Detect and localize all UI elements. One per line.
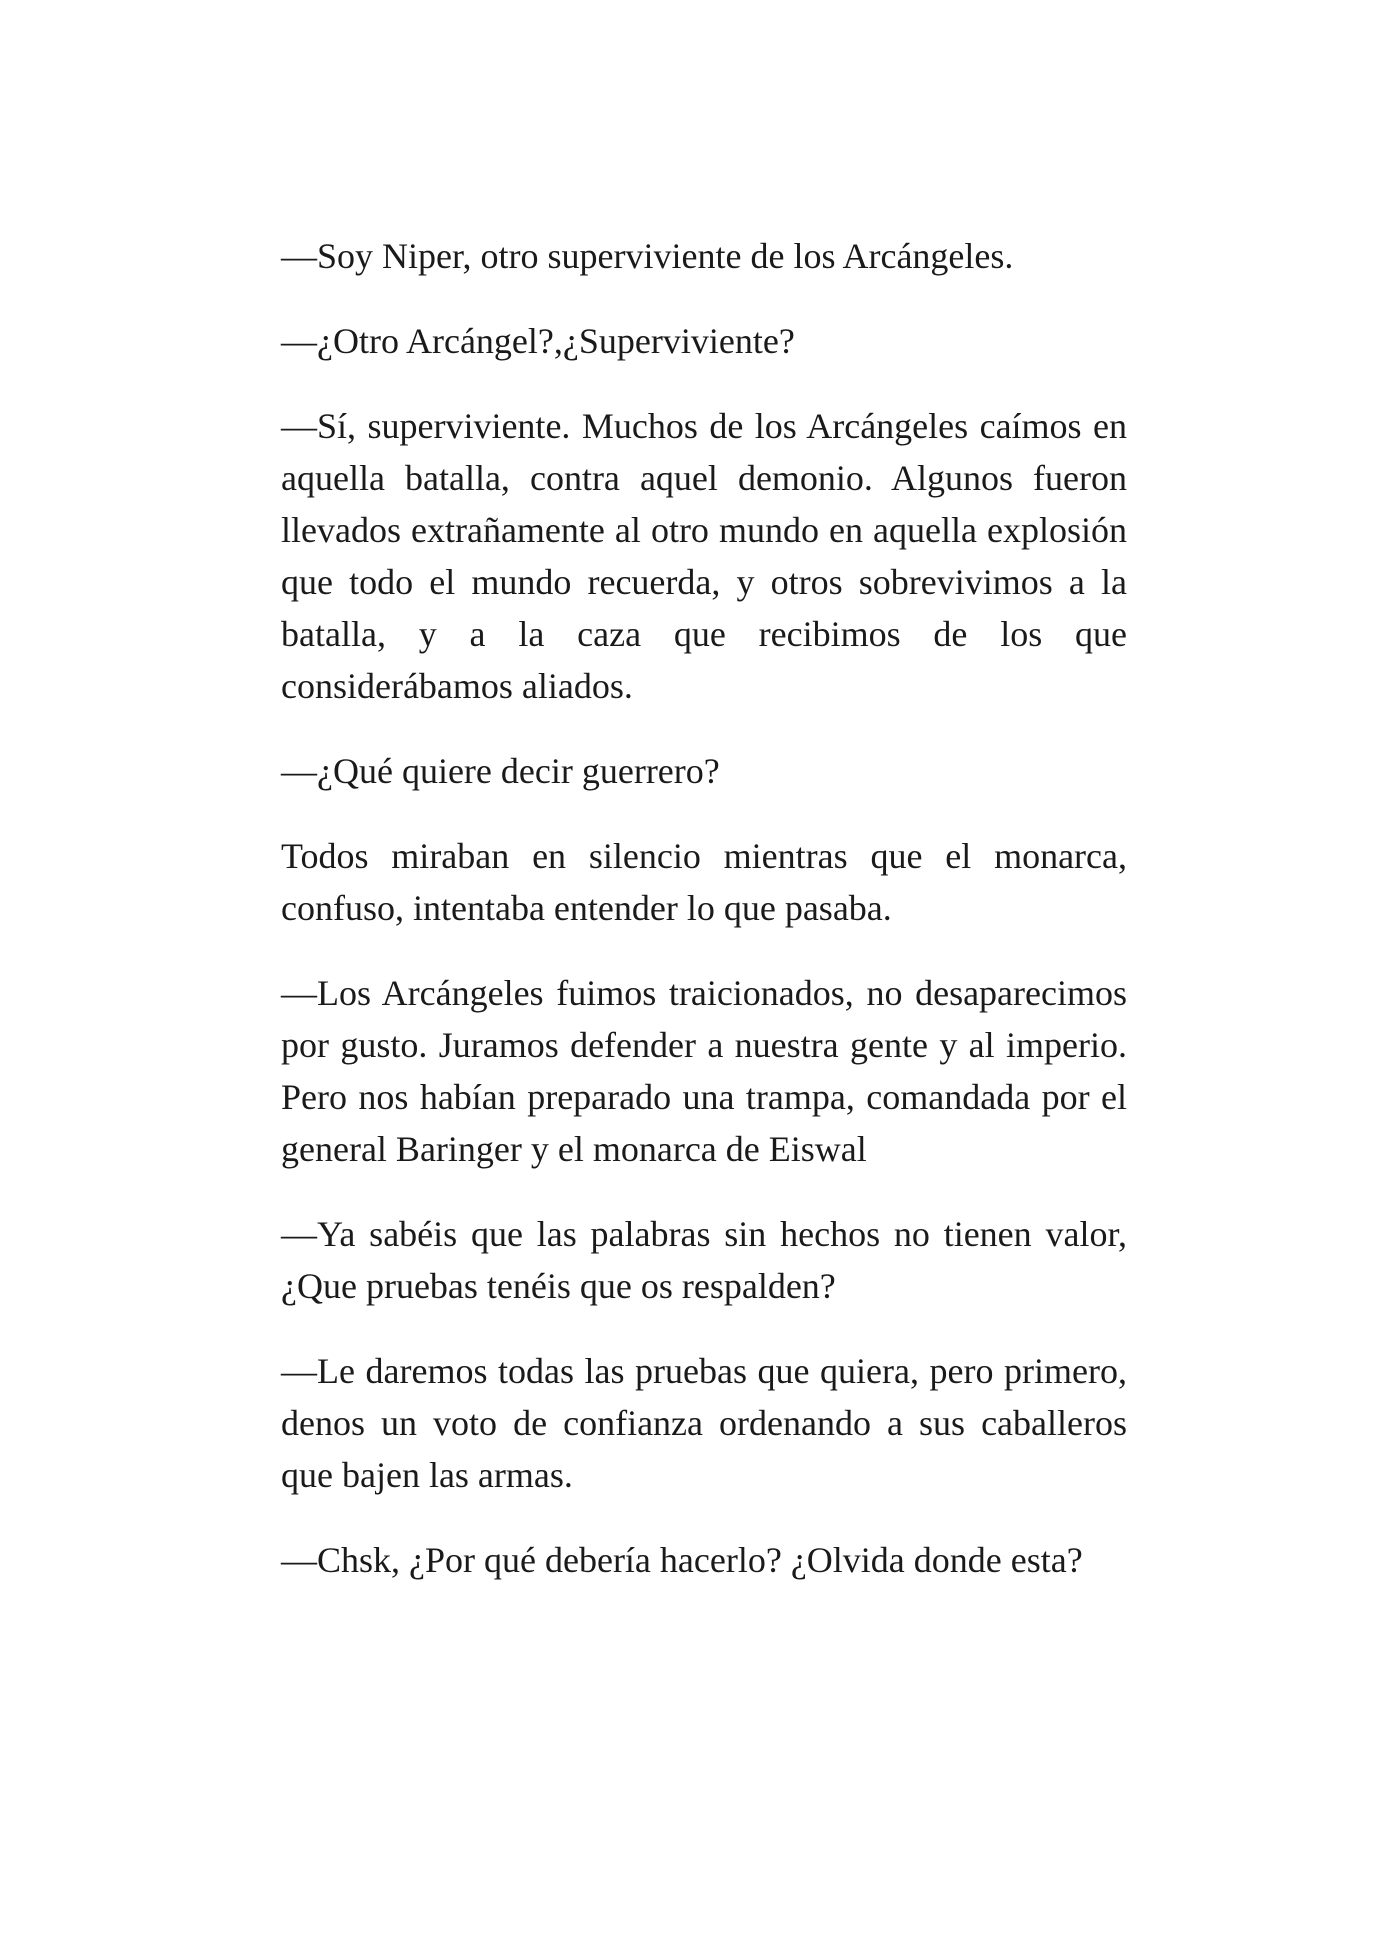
paragraph-7: —Ya sabéis que las palabras sin hechos no tienen valor, ¿Que pruebas tenéis que os respalden? xyxy=(281,1214,1127,1306)
paragraph-8: —Le daremos todas las pruebas que quiera, pero primero, denos un voto de confianza ordenando a sus caballeros que bajen las armas. xyxy=(281,1351,1127,1495)
page-text xyxy=(281,230,1127,1586)
paragraph-5: Todos miraban en silencio mientras que el monarca, confuso, intentaba entender lo que pasaba. xyxy=(281,836,1127,928)
paragraph-6: —Los Arcángeles fuimos traicionados, no desaparecimos por gusto. Juramos defender a nuestra gente y al imperio. Pero nos habían preparado una trampa, comandada por el general Baringer y el monarca de Eiswal xyxy=(281,973,1127,1169)
paragraph-4: —¿Qué quiere decir guerrero? xyxy=(281,751,720,791)
paragraph-1: —Soy Niper, otro superviviente de los Arcángeles. xyxy=(281,236,1014,276)
paragraph-2: —¿Otro Arcángel?,¿Superviviente? xyxy=(281,321,795,361)
paragraph-3: —Sí, superviviente. Muchos de los Arcángeles caímos en aquella batalla, contra aquel demonio. Algunos fueron llevados extrañamente al otro mundo en aquella explosión que todo el mundo recuerda, y otros sobrevivimos a la batalla, y a la caza que recibimos de los que considerábamos aliados. xyxy=(281,406,1127,706)
paragraph-9: —Chsk, ¿Por qué debería hacerlo? ¿Olvida donde esta? xyxy=(281,1540,1083,1580)
